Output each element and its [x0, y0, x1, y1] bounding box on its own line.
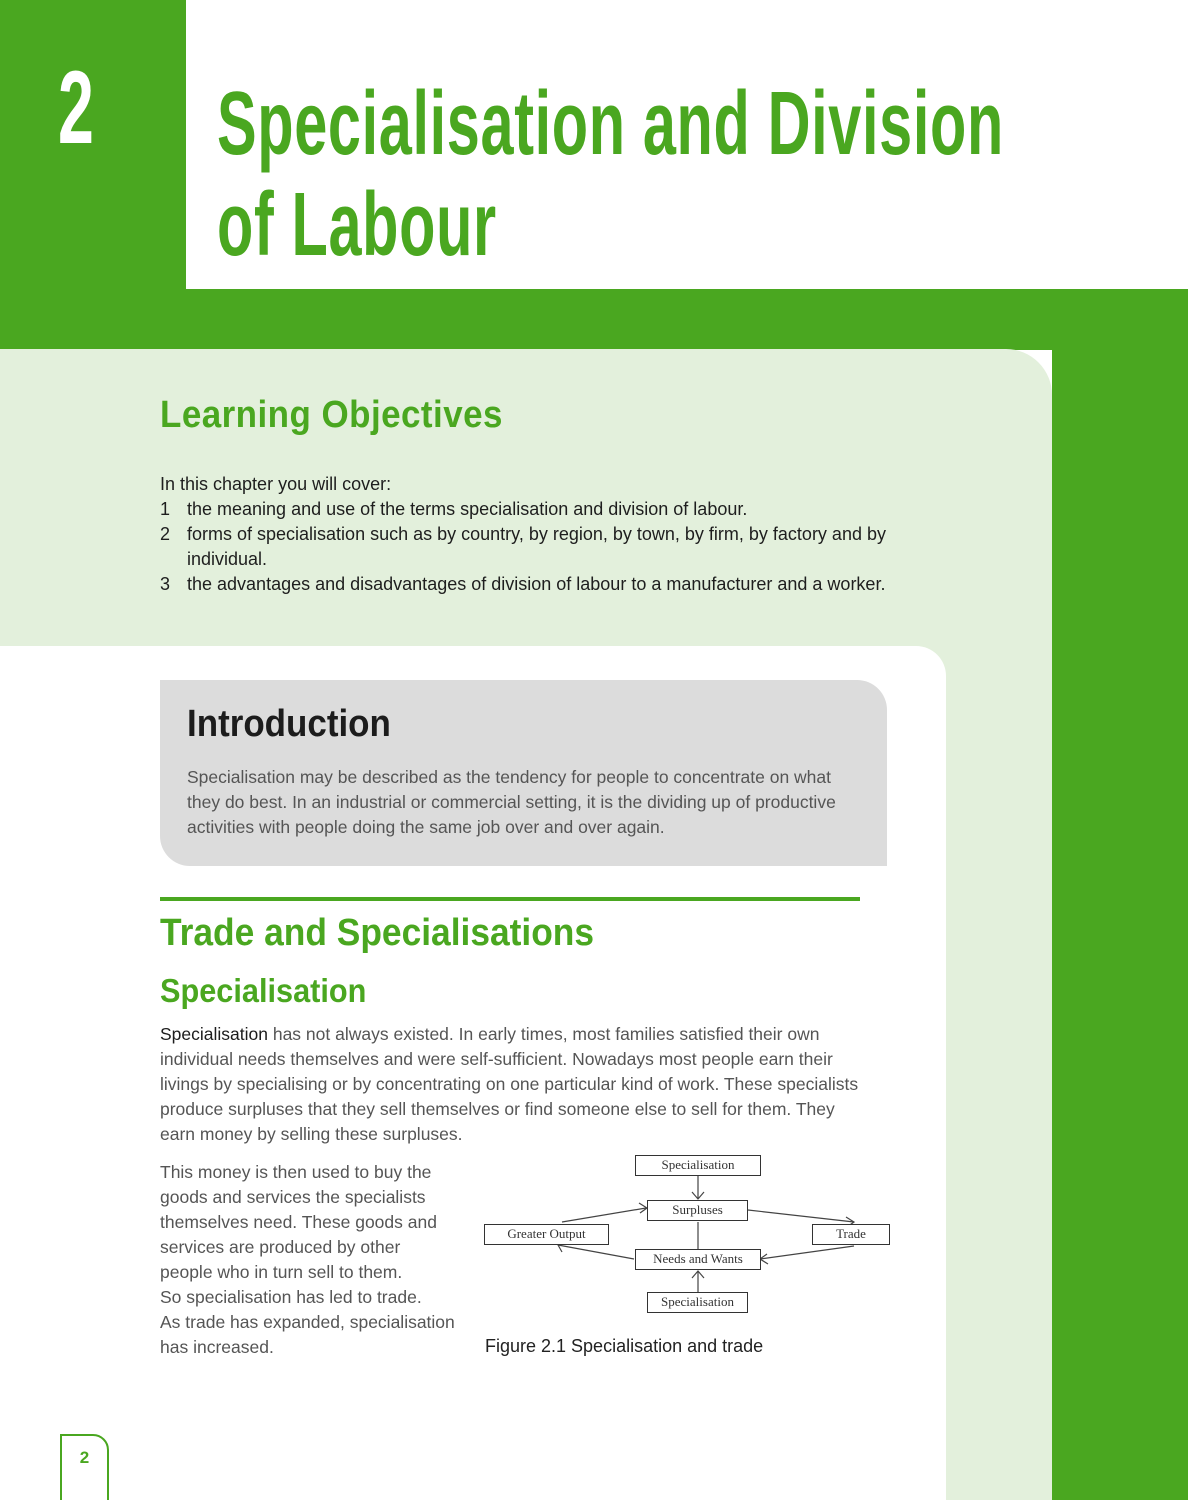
page-number-tab — [60, 1434, 109, 1500]
introduction-heading: Introduction — [187, 703, 391, 745]
node-needs-and-wants: Needs and Wants — [635, 1249, 761, 1270]
objective-item — [160, 497, 900, 522]
objective-item — [160, 522, 900, 572]
paragraph-line: goods and services the specialists — [160, 1187, 426, 1207]
learning-objectives-heading: Learning Objectives — [160, 394, 503, 436]
page-number: 2 — [79, 1448, 90, 1467]
objective-number: 1 — [160, 499, 171, 519]
paragraph-line: people who in turn sell to them. — [160, 1262, 403, 1282]
objective-text: forms of specialisation such as by country, by region, by town, by firm, by factory and by individual. — [187, 524, 886, 569]
paragraph-line: themselves need. These goods and — [160, 1212, 437, 1232]
header-band — [0, 289, 1188, 350]
chapter-number: 2 — [58, 50, 93, 166]
paragraph-specialisation — [160, 1022, 865, 1147]
right-margin-bar — [1052, 289, 1188, 1500]
subsection-heading: Specialisation — [160, 972, 367, 1009]
paragraph-line: services are produced by other — [160, 1237, 401, 1257]
node-surpluses: Surpluses — [647, 1200, 748, 1221]
paragraph-trade — [160, 1160, 460, 1360]
node-specialisation-top: Specialisation — [635, 1155, 761, 1176]
objective-number: 3 — [160, 574, 171, 594]
paragraph-line: So specialisation has led to trade. — [160, 1287, 422, 1307]
learning-objectives-list — [160, 497, 900, 597]
node-specialisation-bottom: Specialisation — [647, 1292, 748, 1313]
key-term: Specialisation — [160, 1024, 268, 1044]
chapter-title-line-1: Specialisation and Division — [217, 74, 1004, 174]
paragraph-line: As trade has expanded, specialisation — [160, 1312, 455, 1332]
learning-objectives-intro: In this chapter you will cover: — [160, 474, 392, 494]
figure-specialisation-trade — [482, 1152, 892, 1317]
paragraph-line: has increased. — [160, 1337, 274, 1357]
section-heading: Trade and Specialisations — [160, 912, 595, 954]
node-trade: Trade — [812, 1224, 890, 1245]
objective-text: the meaning and use of the terms specialisation and division of labour. — [187, 499, 748, 519]
paragraph-text: has not always existed. In early times, most families satisfied their own individual needs themselves and were self-sufficient. Nowadays most people earn their livings by specialising or by concentrating on one particular kind of work. These specialists produce surpluses that they sell themselves or find someone else to sell for them. They earn money by selling these surpluses. — [160, 1024, 859, 1144]
node-greater-output: Greater Output — [484, 1224, 609, 1245]
objective-item — [160, 572, 900, 597]
section-divider — [160, 897, 860, 901]
paragraph-line: This money is then used to buy the — [160, 1162, 432, 1182]
introduction-text: Specialisation may be described as the tendency for people to concentrate on what they do best. In an industrial or commercial setting, it is the dividing up of productive activities with people doing the same job over and over again. — [187, 767, 836, 837]
figure-caption: Figure 2.1 Specialisation and trade — [485, 1336, 764, 1356]
objective-text: the advantages and disadvantages of division of labour to a manufacturer and a worker. — [187, 574, 886, 594]
objective-number: 2 — [160, 524, 171, 544]
chapter-title — [217, 74, 1141, 276]
chapter-title-line-2: of Labour — [217, 175, 497, 275]
